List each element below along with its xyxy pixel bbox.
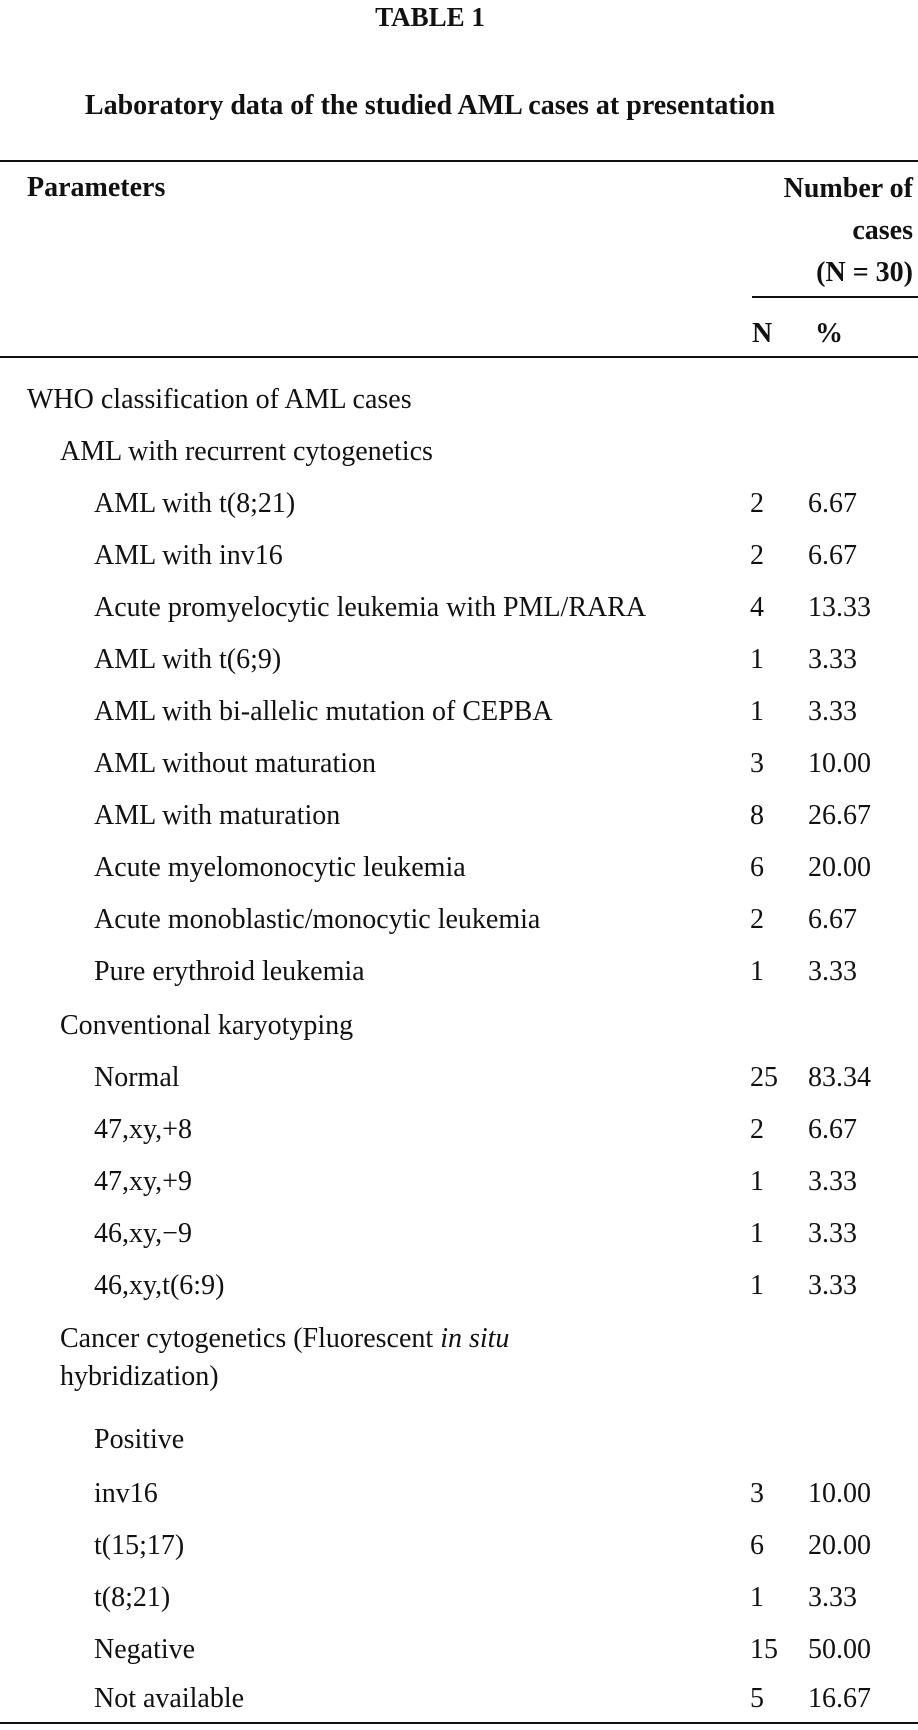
row-n: 6 xyxy=(750,852,764,883)
row-percent: 3.33 xyxy=(808,1166,857,1197)
row-n: 8 xyxy=(750,800,764,831)
row-label: AML with recurrent cytogenetics xyxy=(60,436,433,467)
table-row xyxy=(0,1260,918,1312)
row-label: AML with bi-allelic mutation of CEPBA xyxy=(94,696,553,727)
row-label: Positive xyxy=(94,1424,185,1455)
row-percent: 6.67 xyxy=(808,488,857,519)
row-n: 2 xyxy=(750,904,764,935)
row-label: Acute monoblastic/monocytic leukemia xyxy=(94,904,541,935)
row-percent: 13.33 xyxy=(808,592,871,623)
table-row xyxy=(0,790,918,842)
row-label: AML with maturation xyxy=(94,800,341,831)
row-n: 1 xyxy=(750,1166,764,1197)
row-n: 1 xyxy=(750,696,764,727)
row-label: AML without maturation xyxy=(94,748,377,779)
table-row xyxy=(0,478,918,530)
row-n: 2 xyxy=(750,540,764,571)
row-n: 2 xyxy=(750,488,764,519)
row-n: 15 xyxy=(750,1634,778,1665)
row-label-italic: in situ xyxy=(440,1323,510,1354)
row-label: AML with t(8;21) xyxy=(94,488,296,519)
column-header-n: N xyxy=(752,318,773,349)
table-row xyxy=(0,1414,918,1466)
row-n: 25 xyxy=(750,1062,778,1093)
row-label: Normal xyxy=(94,1062,180,1093)
row-percent: 6.67 xyxy=(808,904,857,935)
row-percent: 20.00 xyxy=(808,1530,871,1561)
table-row xyxy=(0,1676,918,1722)
row-label: 46,xy,−9 xyxy=(94,1218,192,1249)
row-n: 2 xyxy=(750,1114,764,1145)
row-n: 5 xyxy=(750,1683,764,1714)
table-row xyxy=(0,686,918,738)
row-n: 3 xyxy=(750,748,764,779)
row-label: inv16 xyxy=(94,1478,158,1509)
row-label: Negative xyxy=(94,1634,196,1665)
column-header-line-2: cases xyxy=(852,215,913,246)
row-percent: 26.67 xyxy=(808,800,871,831)
subheader-rule xyxy=(752,296,918,298)
row-label: WHO classification of AML cases xyxy=(27,384,412,415)
row-n: 6 xyxy=(750,1530,764,1561)
row-label: Not available xyxy=(94,1683,245,1714)
table-row xyxy=(0,1520,918,1572)
table-row xyxy=(0,1052,918,1104)
table-caption: Laboratory data of the studied AML cases at presentation xyxy=(84,90,776,121)
row-label-text: Cancer cytogenetics (Fluorescent xyxy=(60,1323,441,1354)
row-n: 1 xyxy=(750,1270,764,1301)
row-label: 46,xy,t(6:9) xyxy=(94,1270,225,1301)
table-row xyxy=(0,426,918,478)
row-label xyxy=(60,1320,700,1396)
table-row xyxy=(0,1572,918,1624)
table-row xyxy=(0,1104,918,1156)
column-header-line-3: (N = 30) xyxy=(816,257,913,288)
table-row xyxy=(0,530,918,582)
table-label: TABLE 1 xyxy=(375,2,485,32)
table-row xyxy=(0,1208,918,1260)
row-label: Pure erythroid leukemia xyxy=(94,956,365,987)
row-n: 1 xyxy=(750,644,764,675)
row-label: Acute myelomonocytic leukemia xyxy=(94,852,466,883)
row-n: 3 xyxy=(750,1478,764,1509)
table-row xyxy=(0,842,918,894)
row-label: Conventional karyotyping xyxy=(60,1010,354,1041)
row-n: 1 xyxy=(750,956,764,987)
table-row xyxy=(0,1156,918,1208)
row-label: Acute promyelocytic leukemia with PML/RARA xyxy=(94,592,647,623)
table-row xyxy=(0,946,918,998)
table-row xyxy=(0,1000,918,1052)
row-n: 4 xyxy=(750,592,764,623)
table-row xyxy=(0,1312,918,1392)
row-percent: 3.33 xyxy=(808,644,857,675)
table-row xyxy=(0,582,918,634)
column-header-parameters: Parameters xyxy=(27,172,166,203)
bottom-rule xyxy=(0,1722,918,1724)
top-rule xyxy=(0,160,918,162)
row-label-line-2: hybridization) xyxy=(60,1361,219,1392)
table-row xyxy=(0,894,918,946)
row-percent: 83.34 xyxy=(808,1062,871,1093)
row-n: 1 xyxy=(750,1218,764,1249)
row-percent: 50.00 xyxy=(808,1634,871,1665)
row-label: t(8;21) xyxy=(94,1582,171,1613)
row-label-line-1 xyxy=(60,1320,700,1358)
row-percent: 3.33 xyxy=(808,1582,857,1613)
column-header-percent: % xyxy=(815,318,843,349)
row-label: AML with t(6;9) xyxy=(94,644,282,675)
row-percent: 16.67 xyxy=(808,1683,871,1714)
row-label: AML with inv16 xyxy=(94,540,283,571)
row-percent: 6.67 xyxy=(808,540,857,571)
row-percent: 20.00 xyxy=(808,852,871,883)
column-header-line-1: Number of xyxy=(783,173,913,204)
row-percent: 6.67 xyxy=(808,1114,857,1145)
row-percent: 3.33 xyxy=(808,1218,857,1249)
table-row xyxy=(0,634,918,686)
table-row xyxy=(0,374,918,426)
row-label: 47,xy,+9 xyxy=(94,1166,192,1197)
table-row xyxy=(0,1468,918,1520)
header-rule xyxy=(0,356,918,358)
table-row xyxy=(0,1624,918,1676)
column-header-number-of-cases xyxy=(700,168,913,294)
row-n: 1 xyxy=(750,1582,764,1613)
row-percent: 3.33 xyxy=(808,956,857,987)
row-percent: 3.33 xyxy=(808,696,857,727)
table-row xyxy=(0,738,918,790)
row-label: t(15;17) xyxy=(94,1530,185,1561)
row-label: 47,xy,+8 xyxy=(94,1114,192,1145)
row-percent: 10.00 xyxy=(808,1478,871,1509)
row-percent: 3.33 xyxy=(808,1270,857,1301)
row-percent: 10.00 xyxy=(808,748,871,779)
